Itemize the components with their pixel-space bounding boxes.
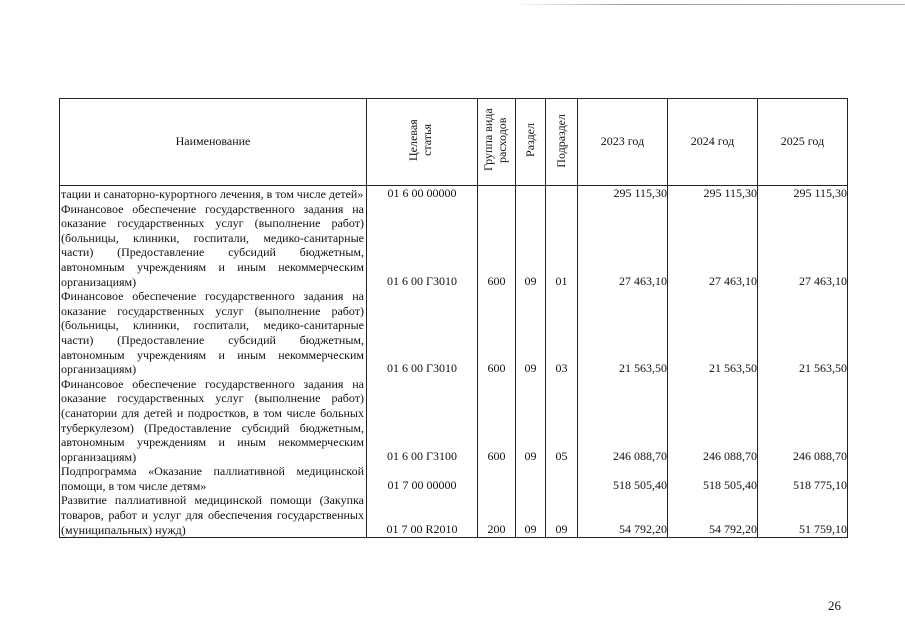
row-2025: 246 088,70: [758, 377, 848, 465]
budget-table: [59, 98, 848, 538]
table-row: [60, 186, 848, 202]
row-expense-group: 600: [478, 289, 516, 377]
row-2025: 518 775,10: [758, 464, 848, 493]
row-expense-group: [478, 186, 516, 202]
row-name: Финансовое обеспечение государственного задания на оказание государственных услуг (выполнение работ) (больницы, клиники, госпитали, медико-санитарные части) (Предоставление субсидий бюджетным, автономным учреждениям и иным некоммерческим организациям): [60, 202, 367, 290]
row-section: 09: [516, 289, 546, 377]
row-2024: 246 088,70: [668, 377, 758, 465]
row-target-article: 01 7 00 00000: [367, 464, 478, 493]
row-2023: 27 463,10: [578, 202, 668, 290]
row-2025: 51 759,10: [758, 493, 848, 537]
table-row: [60, 493, 848, 537]
row-name: Подпрограмма «Оказание паллиативной медицинской помощи, в том числе детям»: [60, 464, 367, 493]
row-2024: 518 505,40: [668, 464, 758, 493]
row-expense-group: [478, 464, 516, 493]
row-section: [516, 464, 546, 493]
row-2024: 21 563,50: [668, 289, 758, 377]
row-target-article: 01 6 00 Г3010: [367, 202, 478, 290]
row-subsection: 09: [546, 493, 578, 537]
header-section-text: Раздел: [522, 123, 537, 158]
row-2023: 518 505,40: [578, 464, 668, 493]
header-subsection: [546, 99, 578, 186]
header-expense-group-text: Группа вида расходов: [480, 109, 509, 172]
table-row: [60, 377, 848, 465]
scan-artifact-line: [512, 4, 905, 5]
row-2024: 54 792,20: [668, 493, 758, 537]
header-row: [60, 99, 848, 186]
row-name: Финансовое обеспечение государственного задания на оказание государственных услуг (выполнение работ) (больницы, клиники, госпитали, медико-санитарные части) (Предоставление субсидий бюджетным, автономным учреждениям и иным некоммерческим организациям): [60, 289, 367, 377]
row-2023: 21 563,50: [578, 289, 668, 377]
header-section: [516, 99, 546, 186]
header-target-article-text: Целевая статья: [406, 119, 434, 162]
row-section: 09: [516, 377, 546, 465]
header-name: Наименование: [60, 99, 367, 186]
row-section: [516, 186, 546, 202]
row-subsection: 05: [546, 377, 578, 465]
row-target-article: 01 6 00 Г3010: [367, 289, 478, 377]
header-2023: 2023 год: [578, 99, 668, 186]
row-target-article: 01 6 00 00000: [367, 186, 478, 202]
row-name: тации и санаторно-курортного лечения, в том числе детей»: [60, 186, 367, 202]
row-subsection: [546, 186, 578, 202]
row-2023: 295 115,30: [578, 186, 668, 202]
table-row: [60, 464, 848, 493]
row-expense-group: 600: [478, 377, 516, 465]
header-2024: 2024 год: [668, 99, 758, 186]
row-expense-group: 600: [478, 202, 516, 290]
header-expense-group: [478, 99, 516, 186]
row-target-article: 01 6 00 Г3100: [367, 377, 478, 465]
row-2024: 27 463,10: [668, 202, 758, 290]
row-2025: 27 463,10: [758, 202, 848, 290]
row-section: 09: [516, 493, 546, 537]
row-2024: 295 115,30: [668, 186, 758, 202]
row-2025: 295 115,30: [758, 186, 848, 202]
row-expense-group: 200: [478, 493, 516, 537]
row-subsection: 01: [546, 202, 578, 290]
table-row: [60, 202, 848, 290]
header-2025: 2025 год: [758, 99, 848, 186]
row-name: Развитие паллиативной медицинской помощи (Закупка товаров, работ и услуг для обеспечения государственных (муниципальных) нужд): [60, 493, 367, 537]
row-subsection: 03: [546, 289, 578, 377]
table-row: [60, 289, 848, 377]
row-subsection: [546, 464, 578, 493]
row-section: 09: [516, 202, 546, 290]
row-target-article: 01 7 00 R2010: [367, 493, 478, 537]
row-2023: 54 792,20: [578, 493, 668, 537]
header-target-article: [367, 99, 478, 186]
row-2023: 246 088,70: [578, 377, 668, 465]
header-subsection-text: Подраздел: [553, 113, 568, 168]
row-2025: 21 563,50: [758, 289, 848, 377]
page-number: 26: [828, 598, 841, 613]
row-name: Финансовое обеспечение государственного задания на оказание государственных услуг (выполнение работ) (санатории для детей и подростков, в том числе больных туберкулезом) (Предоставление субсидий бюджетным, автономным учреждениям и иным некоммерческим организациям): [60, 377, 367, 465]
